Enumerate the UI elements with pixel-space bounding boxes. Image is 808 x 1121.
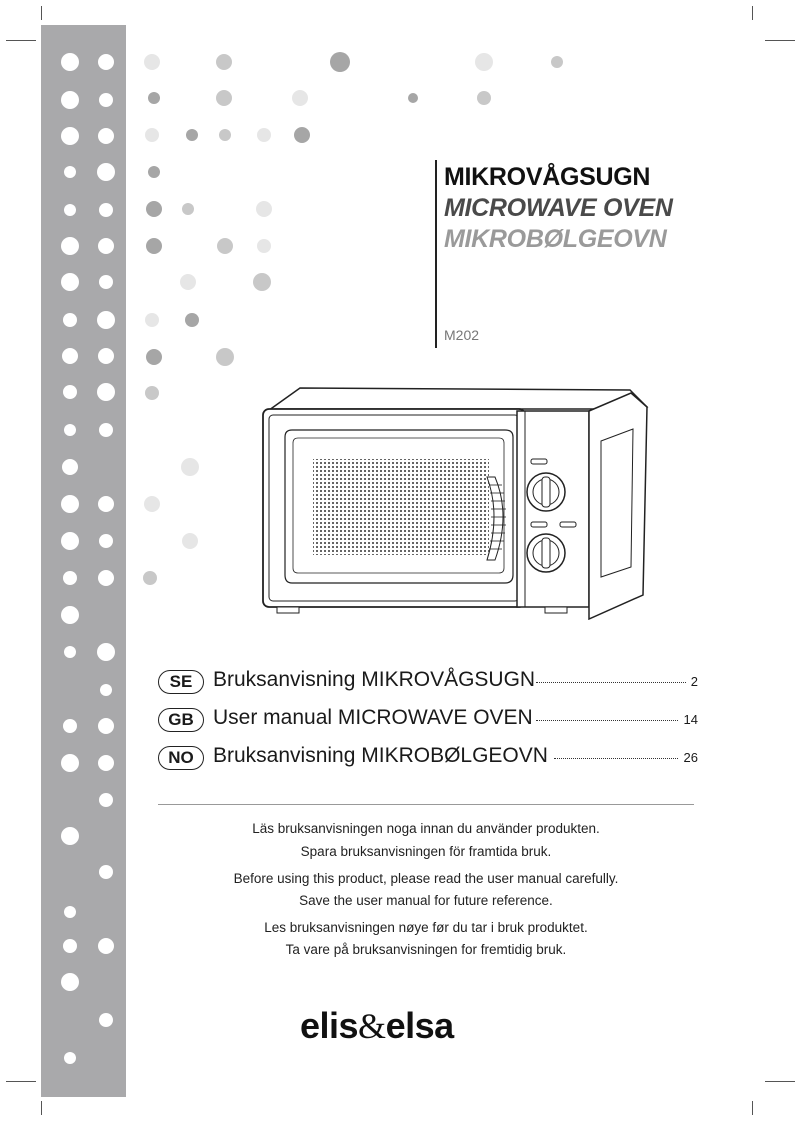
note-no-2: Ta vare på bruksanvisningen for fremtidig bruk. (285, 942, 567, 957)
strip-dot (100, 684, 112, 696)
crop-mark (752, 6, 753, 20)
strip-dot (97, 163, 115, 181)
strip-dot (99, 793, 113, 807)
pattern-dot (144, 496, 160, 512)
strip-dot (61, 973, 79, 991)
pattern-dot (216, 90, 232, 106)
strip-dot (97, 383, 115, 401)
strip-dot (61, 127, 79, 145)
pattern-dot (185, 313, 199, 327)
strip-dot (99, 275, 113, 289)
strip-dot (61, 827, 79, 845)
strip-dot (64, 424, 76, 436)
toc-page-no: 26 (683, 750, 698, 765)
strip-dot (98, 718, 114, 734)
pattern-dot (180, 274, 196, 290)
strip-dot (62, 348, 78, 364)
model-number: M202 (444, 327, 480, 343)
strip-dot (61, 237, 79, 255)
pattern-dot (408, 93, 418, 103)
pattern-dot (182, 533, 198, 549)
pattern-dot (216, 54, 232, 70)
pattern-dot (182, 203, 194, 215)
strip-dot (63, 939, 77, 953)
strip-dot (98, 755, 114, 771)
pattern-dot (219, 129, 231, 141)
strip-dot (61, 53, 79, 71)
strip-dot (98, 238, 114, 254)
crop-mark (6, 40, 36, 41)
brand-right: elsa (385, 1005, 454, 1046)
pattern-dot (146, 238, 162, 254)
pattern-dot (146, 349, 162, 365)
pattern-dot (292, 90, 308, 106)
strip-dot (64, 906, 76, 918)
strip-dot (99, 1013, 113, 1027)
strip-dot (99, 534, 113, 548)
pattern-dot (551, 56, 563, 68)
title-gb: MICROWAVE OVEN (444, 194, 673, 222)
pattern-dot (216, 348, 234, 366)
strip-dot (99, 423, 113, 437)
crop-mark (765, 40, 795, 41)
note-gb-1: Before using this product, please read the user manual carefully. (233, 871, 619, 886)
pattern-dot (217, 238, 233, 254)
note-gb-2: Save the user manual for future reference. (299, 893, 553, 908)
language-badge-gb: GB (158, 708, 204, 732)
decorative-strip (41, 25, 126, 1097)
brand-amp: & (358, 1006, 386, 1046)
strip-dot (98, 570, 114, 586)
pattern-dot (144, 54, 160, 70)
strip-dot (61, 273, 79, 291)
note-se-1: Läs bruksanvisningen noga innan du använder produkten. (252, 821, 600, 836)
pattern-dot (257, 239, 271, 253)
crop-mark (765, 1081, 795, 1082)
strip-dot (61, 606, 79, 624)
pattern-dot (145, 313, 159, 327)
pattern-dot (256, 201, 272, 217)
toc-leader (536, 682, 686, 683)
strip-dot (63, 313, 77, 327)
strip-dot (61, 91, 79, 109)
pattern-dot (148, 166, 160, 178)
pattern-dot (257, 128, 271, 142)
strip-dot (98, 938, 114, 954)
pattern-dot (148, 92, 160, 104)
toc-title-gb: User manual MICROWAVE OVEN (213, 706, 533, 729)
pattern-dot (294, 127, 310, 143)
toc-page-se: 2 (690, 674, 698, 689)
language-badge-se: SE (158, 670, 204, 694)
crop-mark (752, 1101, 753, 1115)
strip-dot (64, 1052, 76, 1064)
strip-dot (97, 643, 115, 661)
toc-row-no[interactable] (158, 743, 698, 775)
pattern-dot (145, 128, 159, 142)
strip-dot (61, 495, 79, 513)
crop-mark (41, 1101, 42, 1115)
pattern-dot (253, 273, 271, 291)
strip-dot (98, 348, 114, 364)
strip-dot (99, 93, 113, 107)
toc-row-gb[interactable] (158, 705, 698, 737)
strip-dot (98, 128, 114, 144)
toc-leader (554, 758, 678, 759)
strip-dot (63, 385, 77, 399)
strip-dot (97, 311, 115, 329)
crop-mark (6, 1081, 36, 1082)
strip-dot (98, 54, 114, 70)
microwave-illustration (255, 385, 655, 620)
brand-left: elis (300, 1005, 359, 1046)
toc-page-gb: 14 (683, 712, 698, 727)
toc-leader (536, 720, 678, 721)
strip-dot (63, 719, 77, 733)
pattern-dot (143, 571, 157, 585)
pattern-dot (186, 129, 198, 141)
pattern-dot (146, 201, 162, 217)
pattern-dot (145, 386, 159, 400)
strip-dot (63, 571, 77, 585)
title-no: MIKROBØLGEOVN (444, 225, 667, 253)
toc-row-se[interactable] (158, 667, 698, 699)
strip-dot (64, 646, 76, 658)
strip-dot (64, 204, 76, 216)
note-se-2: Spara bruksanvisningen för framtida bruk. (300, 844, 552, 859)
strip-dot (99, 203, 113, 217)
pattern-dot (475, 53, 493, 71)
title-rule (435, 160, 437, 348)
divider (158, 804, 694, 805)
pattern-dot (330, 52, 350, 72)
language-badge-no: NO (158, 746, 204, 770)
strip-dot (98, 496, 114, 512)
strip-dot (61, 532, 79, 550)
note-no-1: Les bruksanvisningen nøye før du tar i bruk produktet. (264, 920, 588, 935)
strip-dot (99, 865, 113, 879)
pattern-dot (477, 91, 491, 105)
strip-dot (61, 754, 79, 772)
strip-dot (64, 166, 76, 178)
toc-title-se: Bruksanvisning MIKROVÅGSUGN (213, 668, 536, 691)
title-se: MIKROVÅGSUGN (444, 163, 651, 191)
toc-title-no: Bruksanvisning MIKROBØLGEOVN (213, 744, 548, 767)
pattern-dot (181, 458, 199, 476)
strip-dot (62, 459, 78, 475)
crop-mark (41, 6, 42, 20)
brand-logo (300, 1005, 454, 1047)
